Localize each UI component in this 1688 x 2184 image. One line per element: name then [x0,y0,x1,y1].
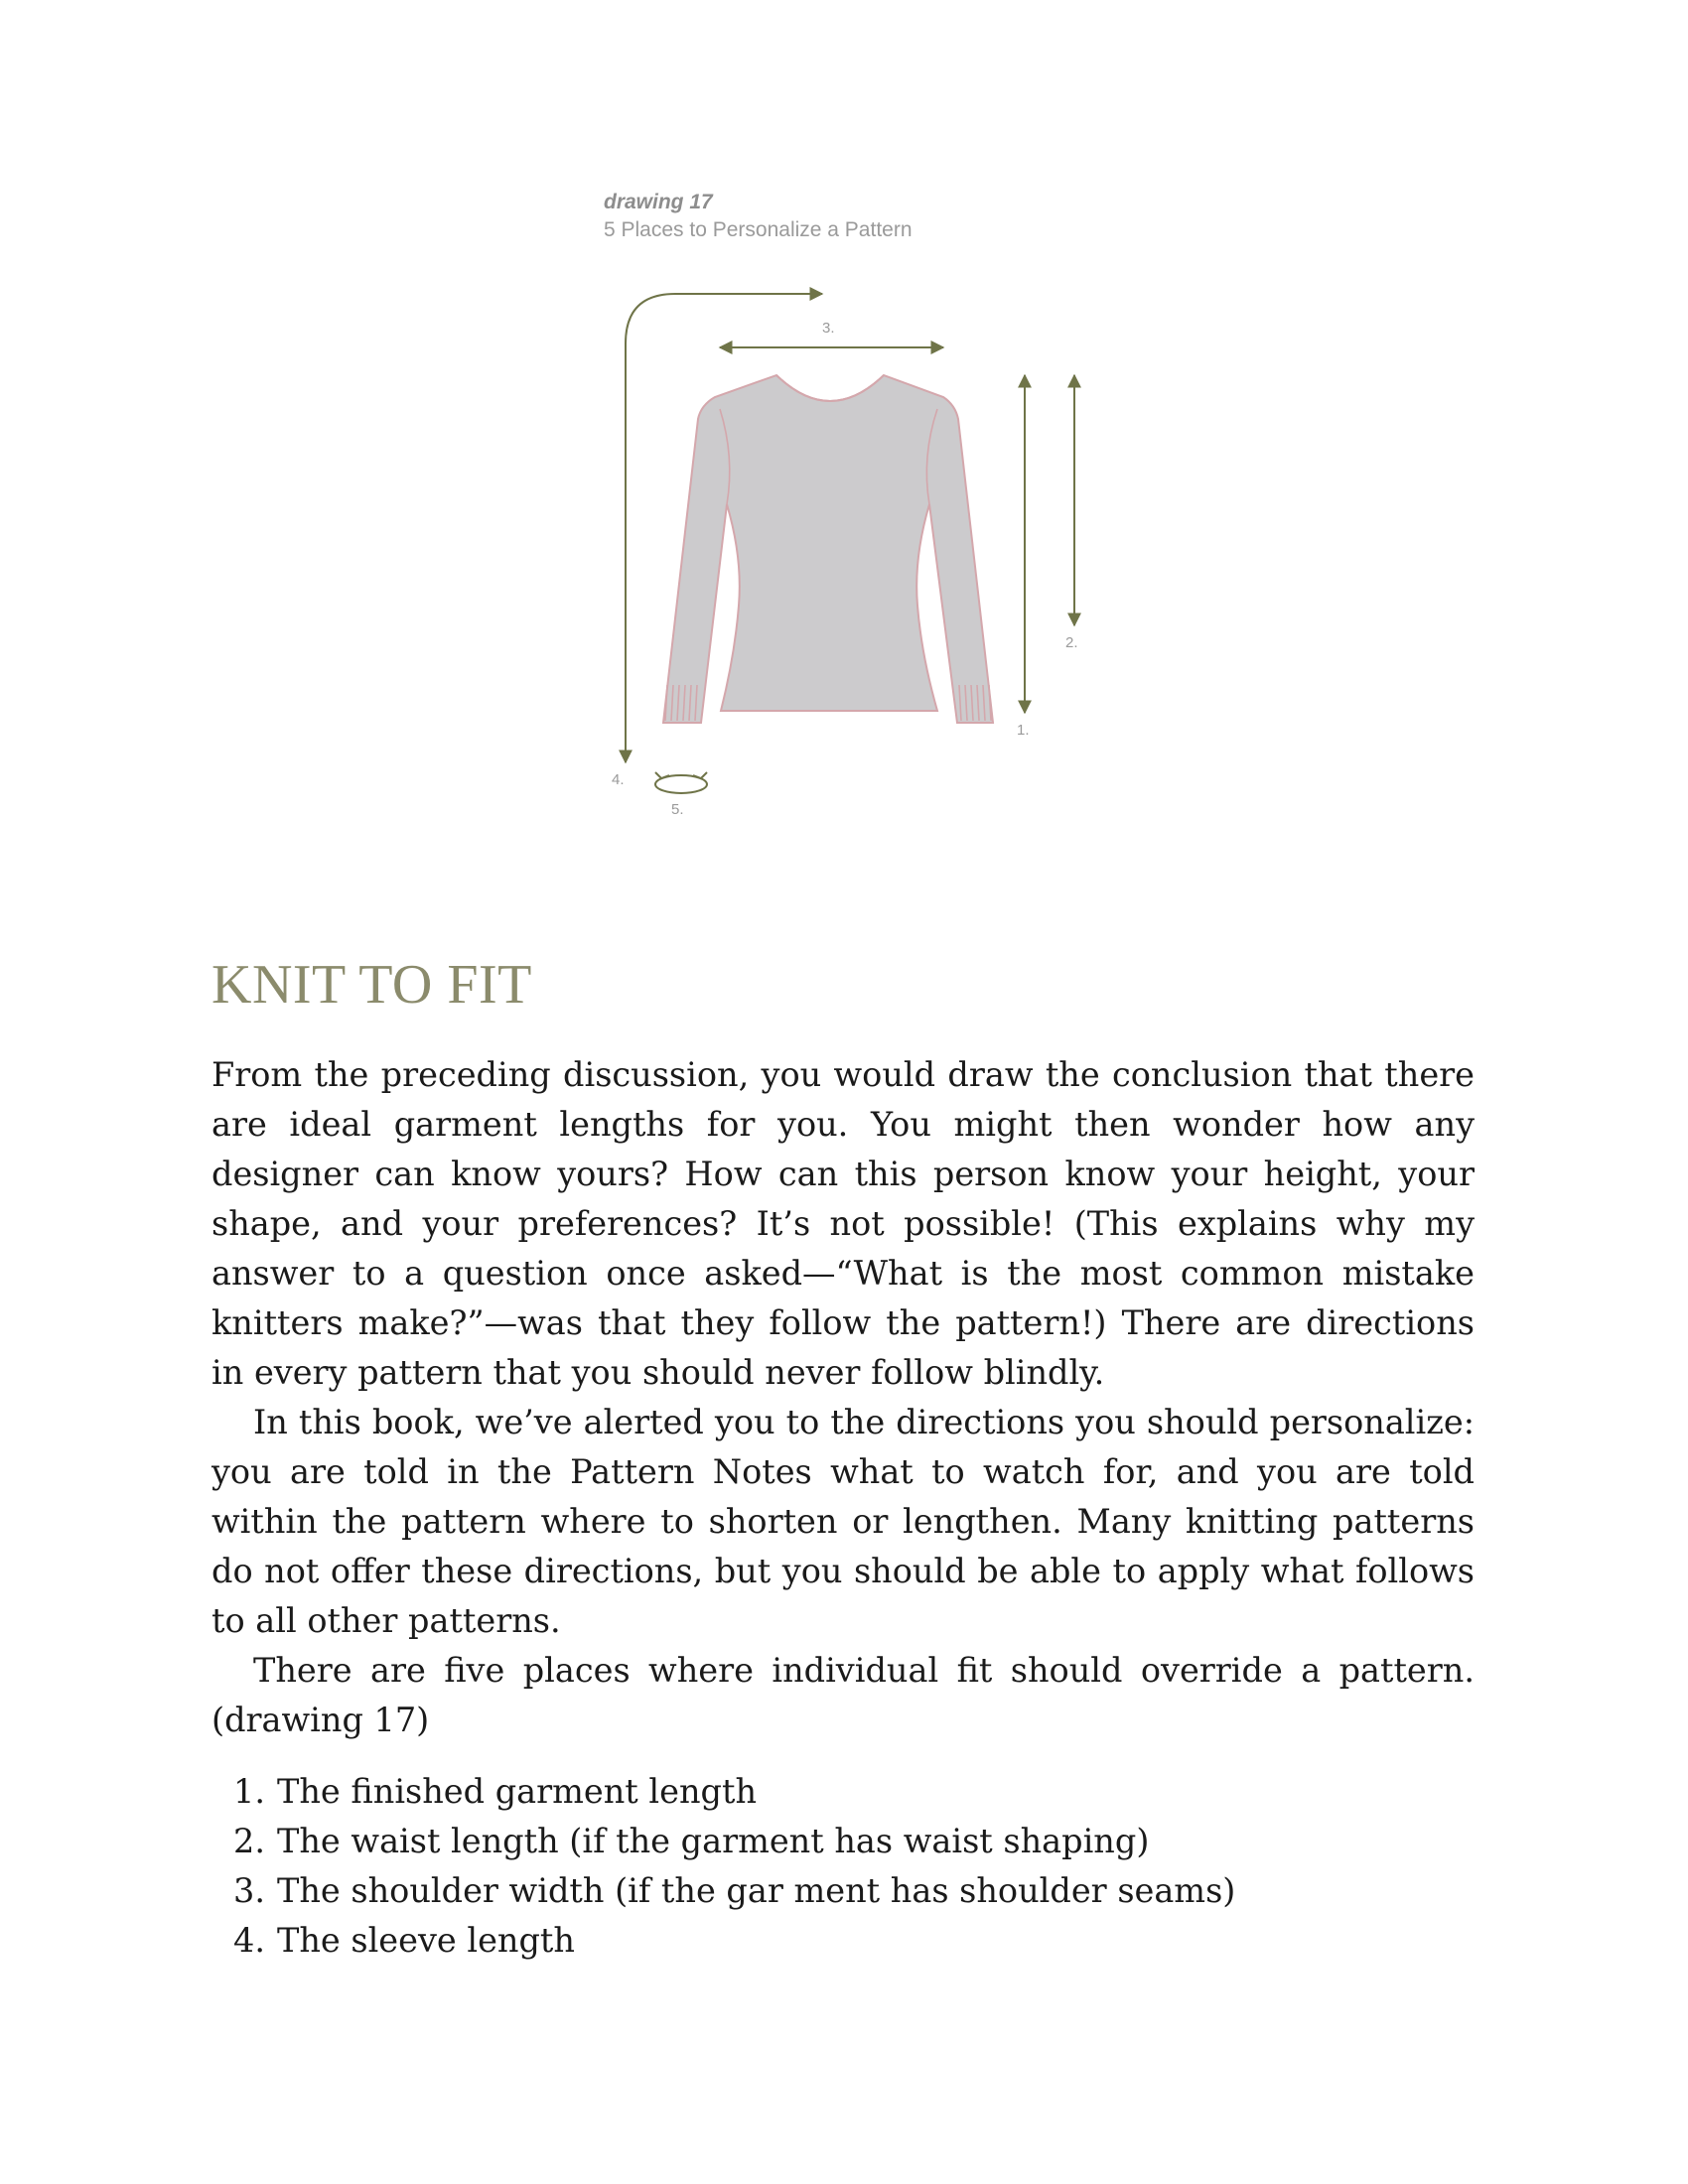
section-heading: KNIT TO FIT [211,954,532,1016]
list-item-text: The finished garment length [277,1772,758,1811]
list-item [233,1767,1475,1817]
list-item-number: 1. [233,1772,265,1811]
fit-places-list [211,1767,1475,1966]
figure-caption [604,189,913,244]
paragraph-2: In this book, we’ve alerted you to the directions you should personalize: you are told in the Pattern Notes what to watch for, and you are told within the pattern where to shorten or lengthen. Many knitting patterns do not offer these directions, but you should be able to apply what follows to all other patterns. [211,1403,1475,1640]
list-item-number: 4. [233,1921,265,1960]
figure-label: drawing 17 [604,191,713,213]
figure-title: 5 Places to Personalize a Pattern [604,218,913,241]
paragraph-3: There are five places where individual fit should override a pattern. (drawing 17) [211,1651,1475,1739]
list-item [233,1916,1475,1966]
paragraph-1: From the preceding discussion, you would draw the conclusion that there are ideal garment lengths for you. You might then wonder how any designer can know yours? How can this person know your height, your shape, and your preferences? It’s not possible! (This explains why my answer to a question once asked—“What is the most common mistake knitters make?”—was that they follow the pattern!) There are directions in every pattern that you should never follow blindly. [211,1055,1475,1392]
list-item-text: The sleeve length [277,1921,575,1960]
marker-5: 5. [671,801,684,818]
list-item-number: 2. [233,1822,265,1860]
circumference-arrow [655,772,707,793]
list-item [233,1817,1475,1866]
marker-1: 1. [1017,722,1030,739]
list-item-number: 3. [233,1871,265,1910]
list-item [233,1866,1475,1916]
list-item-text: The waist length (if the garment has waist shaping) [277,1822,1150,1860]
drawing-17-figure [556,189,1112,844]
sweater-illustration [663,375,993,723]
body-text [211,1050,1475,1966]
list-item-text: The shoulder width (if the gar ment has shoulder seams) [277,1871,1236,1910]
sweater-body [663,375,993,723]
sweater-diagram [556,189,1112,844]
marker-3: 3. [822,320,835,337]
marker-2: 2. [1065,634,1078,651]
marker-4: 4. [612,771,625,788]
